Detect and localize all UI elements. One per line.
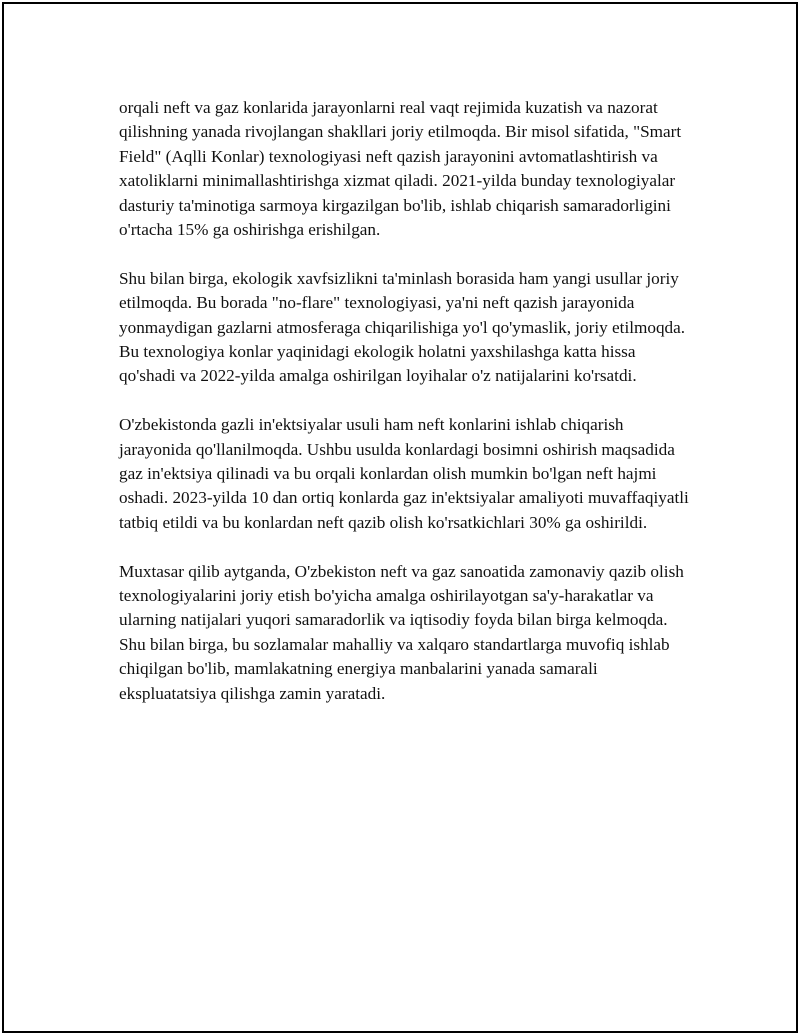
page-frame (2, 2, 798, 1033)
paragraph-2: Shu bilan birga, ekologik xavfsizlikni ta'minlash borasida ham yangi usullar joriy etilmoqda. Bu borada "no-flare" texnologiyasi, ya'ni neft qazish jarayonida yonmaydigan gazlarni atmosferaga chiqarilishiga yo'l qo'ymaslik, joriy etilmoqda. Bu texnologiya konlar yaqinidagi ekologik holatni yaxshilashga katta hissa qo'shadi va 2022-yilda amalga oshirilgan loyihalar o'z natijalarini ko'rsatdi. (119, 268, 686, 386)
paragraph-3: O'zbekistonda gazli in'ektsiyalar usuli ham neft konlarini ishlab chiqarish jarayonida qo'llanilmoqda. Ushbu usulda konlardagi bosimni oshirish maqsadida gaz in'ektsiya qilinadi va bu orqali konlardan olish mumkin bo'lgan neft hajmi oshadi. 2023-yilda 10 dan ortiq konlarda gaz in'ektsiyalar amaliyoti muvaffaqiyatli tatbiq etildi va bu konlardan neft qazib olish ko'rsatkichlari 30% ga oshirildi. (119, 415, 689, 532)
document-body (119, 96, 689, 706)
paragraph-1: orqali neft va gaz konlarida jarayonlarni real vaqt rejimida kuzatish va nazorat qilishning yanada rivojlangan shakllari joriy etilmoqda. Bir misol sifatida, "Smart Field" (Aqlli Konlar) texnologiyasi neft qazish jarayonini avtomatlashtirish va xatoliklarni minimallashtirishga xizmat qiladi. 2021-yilda bunday texnologiyalar dasturiy ta'minotiga sarmoya kirgazilgan bo'lib, ishlab chiqarish samaradorligini o'rtacha 15% ga oshirishga erishilgan. (119, 98, 682, 240)
paragraph-4: Muxtasar qilib aytganda, O'zbekiston neft va gaz sanoatida zamonaviy qazib olish texnologiyalarini joriy etish bo'yicha amalga oshirilayotgan sa'y-harakatlar va ularning natijalari yuqori samaradorlik va iqtisodiy foyda bilan birga kelmoqda. Shu bilan birga, bu sozlamalar mahalliy va xalqaro standartlarga muvofiq ishlab chiqilgan bo'lib, mamlakatning energiya manbalarini yanada samarali ekspluatatsiya qilishga zamin yaratadi. (119, 561, 684, 703)
